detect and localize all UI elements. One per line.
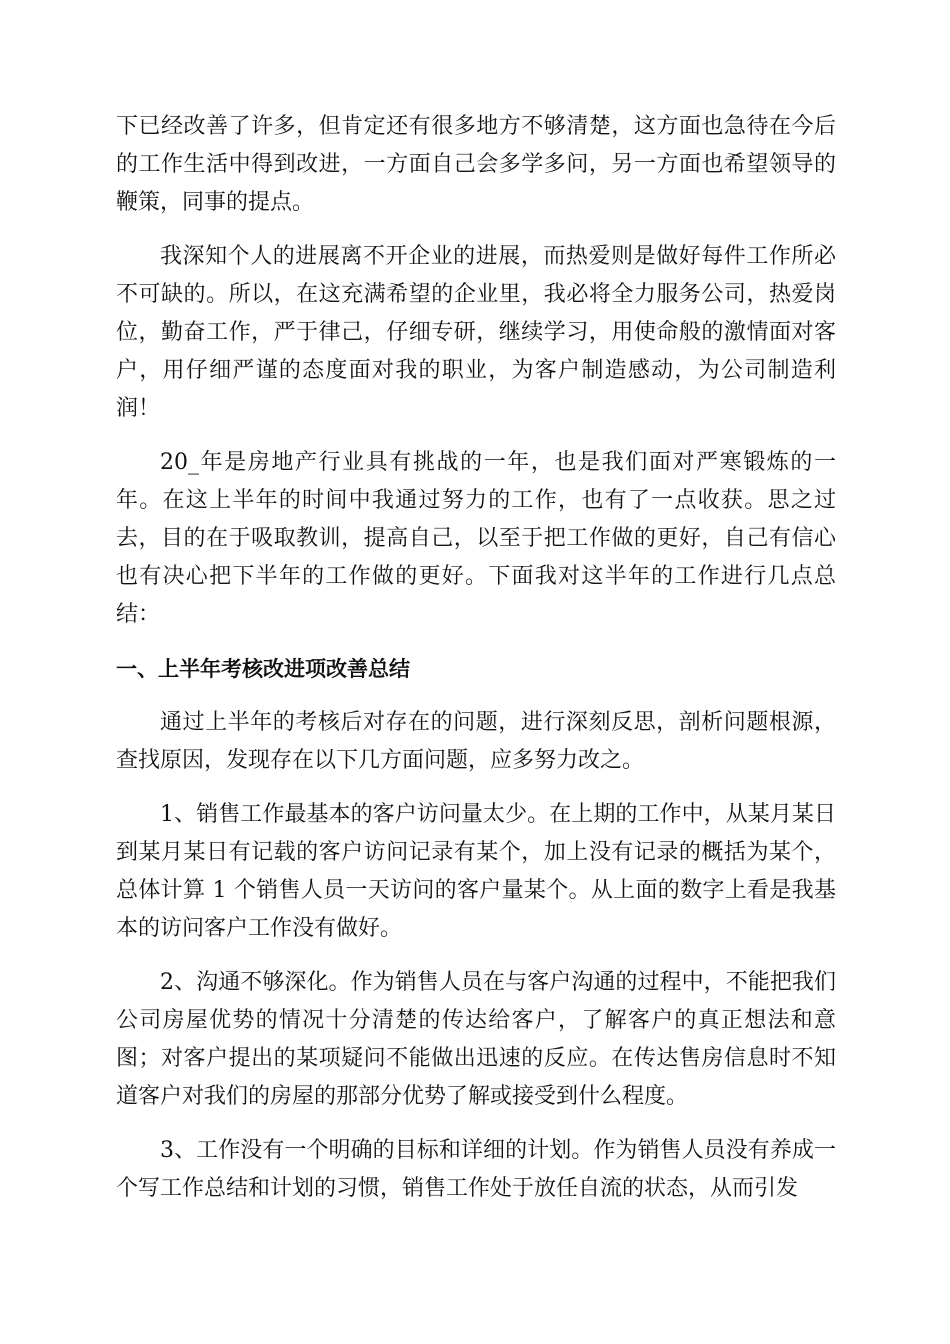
paragraph-7: 3、工作没有一个明确的目标和详细的计划。作为销售人员没有养成一个写工作总结和计划的习惯，销售工作处于放任自流的状态，从而引发 [116,1138,836,1201]
paragraph-4: 通过上半年的考核后对存在的问题，进行深刻反思，剖析问题根源，查找原因，发现存在以下几方面问题，应多努力改之。 [116,710,836,773]
paragraph-2: 我深知个人的进展离不开企业的进展，而热爱则是做好每件工作所必不可缺的。所以，在这充满希望的企业里，我必将全力服务公司，热爱岗位，勤奋工作，严于律己，仔细专研，继续学习，用使命般的激情面对客户，用仔细严谨的态度面对我的职业，为客户制造感动，为公司制造利润！ [116,244,836,421]
paragraph-1: 下已经改善了许多，但肯定还有很多地方不够清楚，这方面也急待在今后的工作生活中得到改进，一方面自己会多学多问，另一方面也希望领导的鞭策，同事的提点。 [116,114,836,215]
paragraph-6: 2、沟通不够深化。作为销售人员在与客户沟通的过程中，不能把我们公司房屋优势的情况十分清楚的传达给客户，了解客户的真正想法和意图；对客户提出的某项疑问不能做出迅速的反应。在传达售房信息时不知道客户对我们的房屋的那部分优势了解或接受到什么程度。 [116,970,836,1109]
document-body [116,108,836,1224]
paragraph-3: 20_年是房地产行业具有挑战的一年，也是我们面对严寒锻炼的一年。在这上半年的时间中我通过努力的工作，也有了一点收获。思之过去，目的在于吸取教训，提高自己，以至于把工作做的更好，自己有信心也有决心把下半年的工作做的更好。下面我对这半年的工作进行几点总结： [116,450,836,627]
section-heading: 一、上半年考核改进项改善总结 [116,657,410,681]
paragraph-5: 1、销售工作最基本的客户访问量太少。在上期的工作中，从某月某日到某月某日有记载的客户访问记录有某个，加上没有记录的概括为某个，总体计算 1 个销售人员一天访问的客户量某个。从上面的数字上看是我基本的访问客户工作没有做好。 [116,802,836,941]
